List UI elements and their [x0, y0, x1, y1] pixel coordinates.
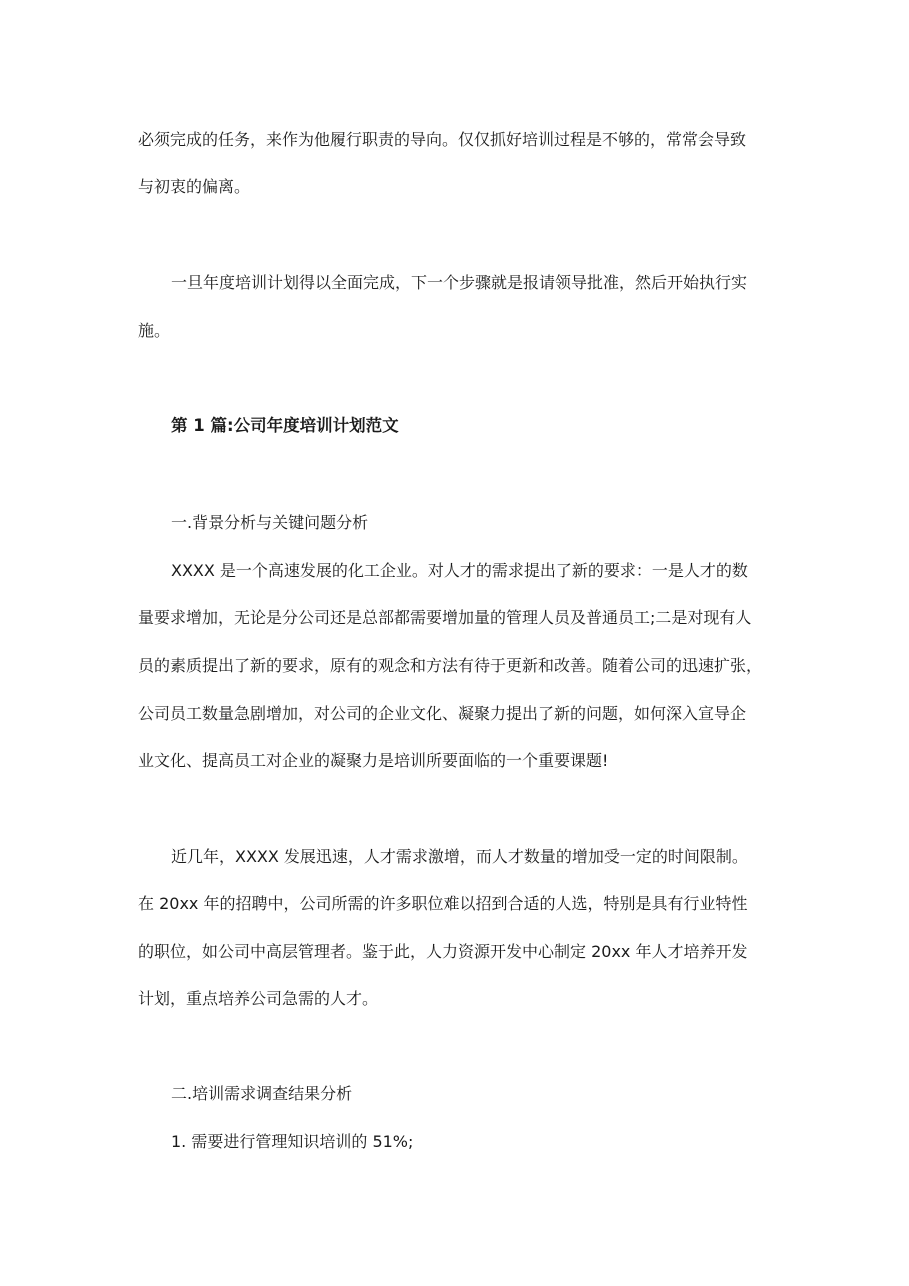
- part1-para1-line-5: 业文化、提高员工对企业的凝聚力是培训所要面临的一个重要课题!: [138, 751, 609, 770]
- intro-line-2: 与初衷的偏离。: [138, 177, 251, 196]
- part1-para2-line-2: 在 20xx 年的招聘中，公司所需的许多职位难以招到合适的人选，特别是具有行业特性: [138, 894, 748, 913]
- approval-line-2: 施。: [138, 321, 171, 340]
- part2-item-1: 1. 需要进行管理知识培训的 51%;: [171, 1132, 414, 1151]
- section-title: 第 1 篇:公司年度培训计划范文: [171, 416, 399, 435]
- part1-para1-line-4: 公司员工数量急剧增加，对公司的企业文化、凝聚力提出了新的问题，如何深入宣导企: [138, 704, 747, 723]
- approval-line-1: 一旦年度培训计划得以全面完成，下一个步骤就是报请领导批准，然后开始执行实: [171, 273, 748, 292]
- part1-heading: 一.背景分析与关键问题分析: [171, 513, 369, 532]
- part2-heading: 二.培训需求调查结果分析: [171, 1084, 353, 1103]
- part1-para2-line-4: 计划，重点培养公司急需的人才。: [138, 989, 379, 1008]
- part1-para1-line-1: XXXX 是一个高速发展的化工企业。对人才的需求提出了新的要求：一是人才的数: [171, 561, 748, 580]
- part1-para2-line-3: 的职位，如公司中高层管理者。鉴于此，人力资源开发中心制定 20xx 年人才培养开发: [138, 942, 748, 961]
- intro-line-1: 必须完成的任务，来作为他履行职责的导向。仅仅抓好培训过程是不够的，常常会导致: [138, 130, 747, 149]
- part1-para1-line-2: 量要求增加，无论是分公司还是总部都需要增加量的管理人员及普通员工;二是对现有人: [138, 608, 752, 627]
- part1-para2-line-1: 近几年，XXXX 发展迅速，人才需求激增，而人才数量的增加受一定的时间限制。: [171, 847, 748, 866]
- part1-para1-line-3: 员的素质提出了新的要求，原有的观念和方法有待于更新和改善。随着公司的迅速扩张，: [138, 656, 763, 675]
